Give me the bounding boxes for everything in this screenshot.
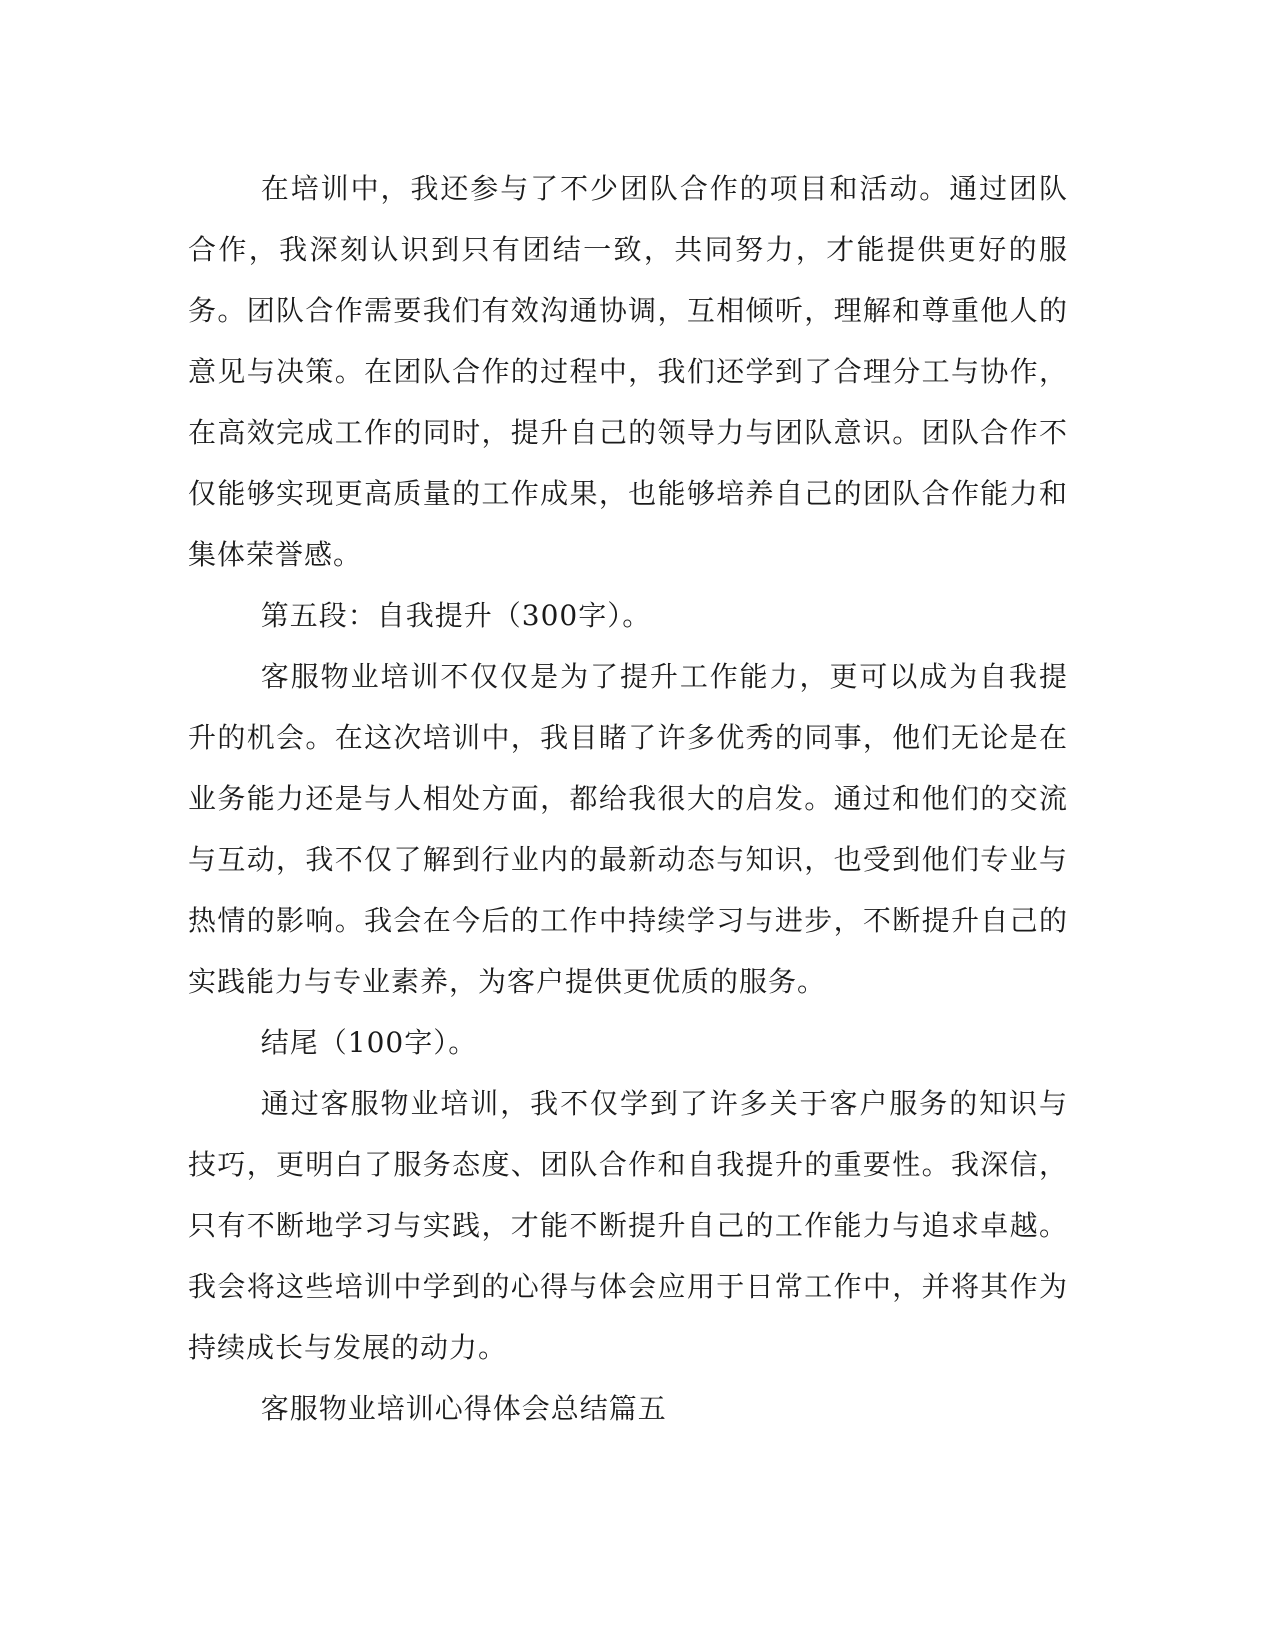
- paragraph-conclusion: 通过客服物业培训，我不仅学到了许多关于客户服务的知识与技巧，更明白了服务态度、团队合作和自我提升的重要性。我深信，只有不断地学习与实践，才能不断提升自己的工作能力与追求卓越。我会将这些培训中学到的心得与体会应用于日常工作中，并将其作为持续成长与发展的动力。: [188, 1087, 1068, 1364]
- article-title-part-five: 客服物业培训心得体会总结篇五: [260, 1392, 667, 1425]
- paragraph-team-cooperation: 在培训中，我还参与了不少团队合作的项目和活动。通过团队合作，我深刻认识到只有团结一致，共同努力，才能提供更好的服务。团队合作需要我们有效沟通协调，互相倾听，理解和尊重他人的意见与决策。在团队合作的过程中，我们还学到了合理分工与协作，在高效完成工作的同时，提升自己的领导力与团队意识。团队合作不仅能够实现更高质量的工作成果，也能够培养自己的团队合作能力和集体荣誉感。: [188, 172, 1068, 571]
- paragraph-self-improvement: 客服物业培训不仅仅是为了提升工作能力，更可以成为自我提升的机会。在这次培训中，我目睹了许多优秀的同事，他们无论是在业务能力还是与人相处方面，都给我很大的启发。通过和他们的交流与互动，我不仅了解到行业内的最新动态与知识，也受到他们专业与热情的影响。我会在今后的工作中持续学习与进步，不断提升自己的实践能力与专业素养，为客户提供更优质的服务。: [188, 660, 1068, 998]
- section-heading-self-improvement: 第五段：自我提升（300字）。: [260, 599, 652, 632]
- document-body: [188, 158, 1068, 1439]
- section-heading-conclusion: 结尾（100字）。: [260, 1026, 478, 1059]
